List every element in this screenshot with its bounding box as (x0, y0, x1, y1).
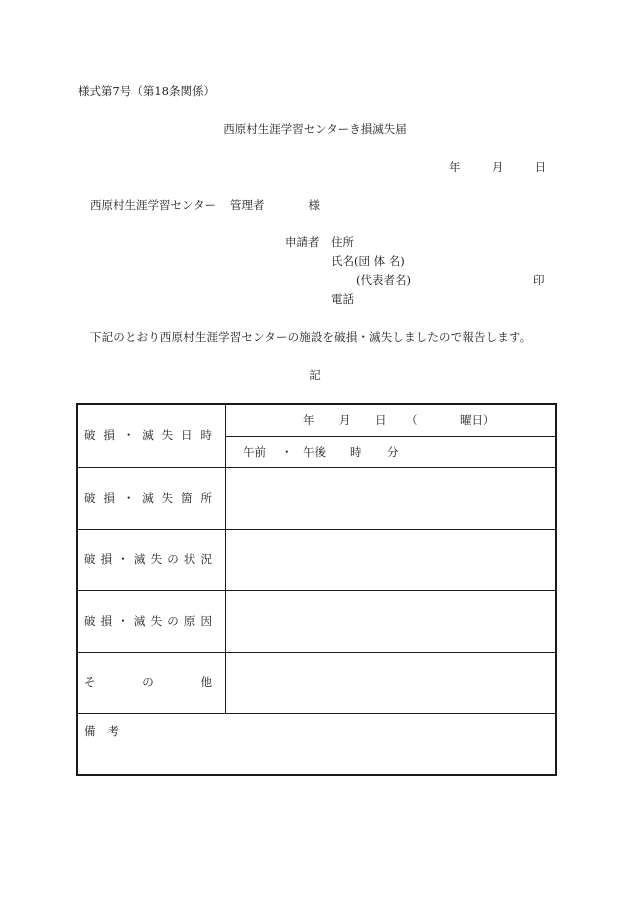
label-char: 失 (161, 428, 174, 443)
label-char: 損 (103, 490, 115, 505)
date-year: 年 (303, 413, 315, 427)
label-char: 所 (200, 490, 212, 505)
label-char: 備 (84, 724, 96, 738)
date-weekday: 曜日） (460, 413, 495, 427)
time-am: 午前 (243, 445, 266, 459)
representative-label: (代表者名) (356, 273, 411, 287)
label-char: ・ (122, 490, 135, 505)
report-table (76, 403, 557, 776)
label-char: 失 (150, 613, 163, 628)
label-char: 日 (181, 428, 193, 443)
cause-field[interactable] (226, 591, 557, 653)
situation-row (77, 530, 556, 591)
label-char: 損 (103, 428, 115, 443)
label-char: 考 (107, 724, 119, 738)
seal-mark: 印 (533, 273, 545, 287)
time-field[interactable] (226, 437, 557, 468)
location-row (77, 468, 556, 530)
date-field[interactable] (226, 404, 557, 437)
label-char: 滅 (142, 428, 154, 443)
other-field[interactable] (226, 653, 557, 714)
remarks-row (77, 714, 556, 775)
label-char: 状 (183, 552, 196, 567)
remarks-field[interactable] (77, 714, 556, 775)
label-char: 他 (200, 675, 212, 690)
label-char: 時 (200, 428, 212, 443)
label-char: の (142, 675, 154, 690)
label-char: 破 (84, 552, 96, 567)
addressee (90, 200, 320, 212)
label-char: の (167, 552, 179, 567)
situation-label (77, 530, 226, 591)
label-char: 箇 (181, 490, 193, 505)
addressee-facility: 西原村生涯学習センター (90, 198, 217, 212)
form-number: 様式第7号（第18条関係） (78, 84, 215, 98)
addressee-manager: 管理者 (230, 198, 265, 212)
time-minute: 分 (387, 445, 399, 459)
label-char: 滅 (133, 552, 146, 567)
location-field[interactable] (226, 468, 557, 530)
other-row (77, 653, 556, 714)
report-statement: 下記のとおり西原村生涯学習センターの施設を破損・滅失しましたので報告します。 (90, 330, 532, 344)
label-char: 滅 (133, 613, 146, 628)
time-hour: 時 (350, 445, 362, 459)
label-char: 損 (100, 552, 113, 567)
label-char: 破 (84, 428, 96, 443)
remarks-label (78, 714, 555, 738)
label-char: 破 (84, 490, 96, 505)
datetime-row-date (77, 404, 556, 437)
submission-date (449, 162, 546, 174)
label-char: 況 (200, 552, 212, 567)
label-char: ・ (117, 613, 129, 628)
label-char: の (167, 613, 179, 628)
month-label: 月 (491, 160, 504, 174)
label-char: そ (84, 675, 96, 690)
date-paren-open: （ (406, 413, 418, 427)
document-title: 西原村生涯学習センターき損滅失届 (223, 122, 407, 136)
addressee-honorific: 様 (308, 198, 321, 212)
cause-label (77, 591, 226, 653)
date-month: 月 (339, 413, 351, 427)
applicant-address-label: 住所 (331, 235, 354, 249)
location-label (77, 468, 226, 530)
day-label: 日 (534, 160, 547, 174)
datetime-label-text (84, 430, 212, 442)
year-label: 年 (449, 160, 461, 174)
ki-heading: 記 (309, 368, 321, 382)
label-char: 失 (150, 552, 163, 567)
label-char: 滅 (142, 490, 154, 505)
label-char: ・ (117, 552, 129, 567)
label-char: 原 (183, 613, 196, 628)
time-separator: ・ (281, 445, 293, 459)
other-label (77, 653, 226, 714)
applicant-label: 申請者 (285, 235, 320, 249)
label-char: 損 (100, 613, 113, 628)
cause-row (77, 591, 556, 653)
applicant-name-label: 氏名(団 体 名) (331, 254, 405, 268)
situation-field[interactable] (226, 530, 557, 591)
datetime-label (77, 404, 226, 468)
time-pm: 午後 (303, 445, 326, 459)
label-char: 破 (84, 613, 96, 628)
label-char: ・ (122, 428, 135, 443)
label-char: 因 (200, 613, 212, 628)
date-day: 日 (375, 413, 387, 427)
label-char: 失 (161, 490, 174, 505)
phone-label: 電話 (331, 292, 354, 306)
